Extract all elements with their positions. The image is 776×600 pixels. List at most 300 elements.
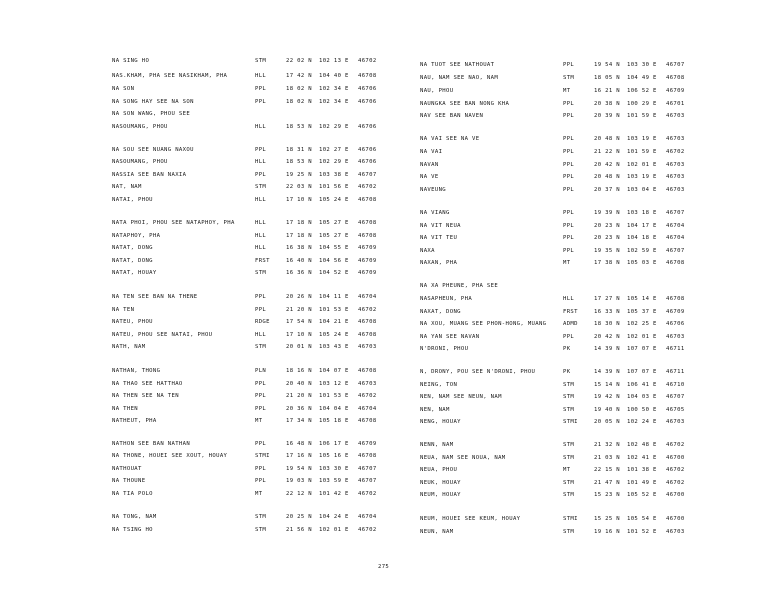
map-code: 46700	[666, 455, 685, 461]
latitude: 20 38 N	[594, 101, 621, 107]
latitude: 17 42 N	[286, 73, 313, 79]
feature-type: MT	[563, 260, 571, 266]
feature-type: PPL	[255, 99, 267, 105]
entry-name: NEUM, HOUAY	[420, 492, 461, 498]
map-code: 46702	[358, 184, 377, 190]
latitude: 17 18 N	[286, 220, 313, 226]
map-code: 46704	[666, 235, 685, 241]
feature-type: PK	[563, 369, 571, 375]
longitude: 106 41 E	[627, 382, 657, 388]
map-code: 46708	[358, 73, 377, 79]
longitude: 102 41 E	[627, 455, 657, 461]
entry-name: NEUK, HOUAY	[420, 480, 461, 486]
entry-name: NAV SEE BAN NAVEN	[420, 113, 484, 119]
latitude: 19 40 N	[594, 407, 621, 413]
latitude: 18 16 N	[286, 368, 313, 374]
gazetteer-entry	[112, 197, 412, 206]
feature-type: STMI	[563, 419, 578, 425]
longitude: 104 07 E	[319, 368, 349, 374]
latitude: 17 54 N	[286, 319, 313, 325]
feature-type: HLL	[255, 73, 267, 79]
gazetteer-entry	[112, 86, 412, 95]
map-code: 46706	[358, 86, 377, 92]
entry-name: NAXAT, DONG	[420, 309, 461, 315]
latitude: 19 54 N	[286, 466, 313, 472]
latitude: 19 42 N	[594, 394, 621, 400]
feature-type: STM	[563, 407, 575, 413]
latitude: 17 16 N	[286, 453, 313, 459]
longitude: 103 18 E	[627, 210, 657, 216]
gazetteer-entry	[112, 99, 412, 108]
feature-type: STM	[255, 527, 267, 533]
map-code: 46704	[358, 406, 377, 412]
map-code: 46711	[666, 346, 685, 352]
gazetteer-entry	[112, 514, 412, 523]
gazetteer-entry	[420, 407, 720, 416]
entry-name: NENG, HOUAY	[420, 419, 461, 425]
feature-type: STM	[255, 344, 267, 350]
entry-name: NA THAO SEE HATTHAO	[112, 381, 183, 387]
entry-name: NA XA PHEUNE, PHA SEE	[420, 283, 499, 289]
map-code: 46704	[358, 294, 377, 300]
gazetteer-entry	[112, 172, 412, 181]
latitude: 16 21 N	[594, 88, 621, 94]
longitude: 102 01 E	[627, 334, 657, 340]
entry-name: NA TUOT SEE NATHOUAT	[420, 62, 495, 68]
longitude: 103 30 E	[319, 466, 349, 472]
latitude: 20 40 N	[286, 381, 313, 387]
feature-type: PLN	[255, 368, 267, 374]
longitude: 102 29 E	[319, 124, 349, 130]
gazetteer-entry	[112, 491, 412, 500]
latitude: 16 40 N	[286, 258, 313, 264]
gazetteer-entry	[420, 382, 720, 391]
longitude: 102 01 E	[319, 527, 349, 533]
longitude: 101 52 E	[627, 529, 657, 535]
longitude: 107 07 E	[627, 346, 657, 352]
map-code: 46709	[666, 88, 685, 94]
entry-name: NAU, NAM SEE NAO, NAM	[420, 75, 499, 81]
latitude: 20 42 N	[594, 334, 621, 340]
map-code: 46708	[358, 220, 377, 226]
longitude: 102 01 E	[627, 162, 657, 168]
feature-type: MT	[563, 467, 571, 473]
longitude: 105 54 E	[627, 516, 657, 522]
gazetteer-entry	[420, 149, 720, 158]
gazetteer-entry	[112, 294, 412, 303]
gazetteer-entry	[420, 480, 720, 489]
map-code: 46703	[666, 162, 685, 168]
gazetteer-entry	[420, 296, 720, 305]
map-code: 46703	[666, 419, 685, 425]
feature-type: PPL	[255, 307, 267, 313]
gazetteer-entry	[112, 220, 412, 229]
entry-name: NAUNGKA SEE BAN NONG KHA	[420, 101, 510, 107]
latitude: 17 34 N	[286, 418, 313, 424]
latitude: 22 12 N	[286, 491, 313, 497]
entry-name: NA SONG HAY SEE NA SON	[112, 99, 194, 105]
gazetteer-entry	[112, 453, 412, 462]
entry-name: NA YAN SEE NAVAN	[420, 334, 480, 340]
map-code: 46711	[666, 369, 685, 375]
entry-name: NA TEN	[112, 307, 135, 313]
entry-name: NATAT, HOUAY	[112, 270, 157, 276]
longitude: 103 43 E	[319, 344, 349, 350]
map-code: 46702	[358, 491, 377, 497]
feature-type: STM	[563, 75, 575, 81]
entry-name: NATEU, PHOU SEE NATAI, PHOU	[112, 332, 213, 338]
longitude: 105 16 E	[319, 453, 349, 459]
gazetteer-entry	[112, 441, 412, 450]
feature-type: HLL	[255, 159, 267, 165]
latitude: 19 35 N	[594, 248, 621, 254]
gazetteer-entry	[112, 111, 412, 120]
gazetteer-entry	[420, 162, 720, 171]
map-code: 46701	[666, 101, 685, 107]
map-code: 46709	[666, 309, 685, 315]
entry-name: NA TSING HO	[112, 527, 153, 533]
latitude: 17 10 N	[286, 197, 313, 203]
feature-type: STM	[563, 492, 575, 498]
longitude: 105 24 E	[319, 197, 349, 203]
gazetteer-entry	[420, 516, 720, 525]
map-code: 46708	[358, 233, 377, 239]
entry-name: NA SOU SEE NUANG NAXOU	[112, 147, 194, 153]
feature-type: STM	[563, 480, 575, 486]
feature-type: PPL	[563, 223, 575, 229]
longitude: 104 52 E	[319, 270, 349, 276]
entry-name: NATHAN, THONG	[112, 368, 161, 374]
feature-type: PPL	[563, 149, 575, 155]
map-code: 46710	[666, 382, 685, 388]
latitude: 17 10 N	[286, 332, 313, 338]
entry-name: NATAI, PHOU	[112, 197, 153, 203]
feature-type: MT	[255, 418, 263, 424]
gazetteer-entry	[420, 309, 720, 318]
gazetteer-entry	[420, 62, 720, 71]
feature-type: PPL	[255, 86, 267, 92]
latitude: 20 26 N	[286, 294, 313, 300]
latitude: 18 02 N	[286, 99, 313, 105]
gazetteer-entry	[420, 136, 720, 145]
map-code: 46709	[358, 270, 377, 276]
gazetteer-entry	[112, 466, 412, 475]
entry-name: NASAPHEUN, PHA	[420, 296, 473, 302]
longitude: 105 52 E	[627, 492, 657, 498]
feature-type: FRST	[563, 309, 578, 315]
map-code: 46707	[358, 466, 377, 472]
entry-name: NA VIT NEUA	[420, 223, 461, 229]
longitude: 105 14 E	[627, 296, 657, 302]
longitude: 107 07 E	[627, 369, 657, 375]
longitude: 104 24 E	[319, 514, 349, 520]
gazetteer-entry	[112, 406, 412, 415]
latitude: 20 23 N	[594, 223, 621, 229]
gazetteer-entry	[420, 369, 720, 378]
map-code: 46702	[666, 480, 685, 486]
gazetteer-entry	[112, 478, 412, 487]
map-code: 46709	[358, 441, 377, 447]
gazetteer-entry	[420, 283, 720, 292]
feature-type: PPL	[255, 441, 267, 447]
longitude: 105 24 E	[319, 332, 349, 338]
latitude: 14 39 N	[594, 346, 621, 352]
longitude: 100 29 E	[627, 101, 657, 107]
latitude: 20 36 N	[286, 406, 313, 412]
map-code: 46707	[666, 210, 685, 216]
longitude: 102 48 E	[627, 442, 657, 448]
latitude: 21 22 N	[594, 149, 621, 155]
gazetteer-entry	[420, 88, 720, 97]
latitude: 19 16 N	[594, 529, 621, 535]
feature-type: HLL	[255, 220, 267, 226]
feature-type: HLL	[255, 233, 267, 239]
latitude: 21 20 N	[286, 393, 313, 399]
longitude: 101 53 E	[319, 393, 349, 399]
longitude: 104 49 E	[627, 75, 657, 81]
feature-type: ADMD	[563, 321, 578, 327]
map-code: 46704	[358, 514, 377, 520]
latitude: 14 39 N	[594, 369, 621, 375]
longitude: 101 42 E	[319, 491, 349, 497]
entry-name: NASSIA SEE BAN NAXIA	[112, 172, 187, 178]
entry-name: NA VAI SEE NA VE	[420, 136, 480, 142]
latitude: 18 30 N	[594, 321, 621, 327]
longitude: 102 24 E	[627, 419, 657, 425]
entry-name: NA VE	[420, 174, 439, 180]
feature-type: HLL	[255, 332, 267, 338]
longitude: 104 18 E	[627, 235, 657, 241]
gazetteer-entry	[420, 248, 720, 257]
latitude: 18 02 N	[286, 86, 313, 92]
feature-type: STM	[563, 442, 575, 448]
entry-name: NA THEN	[112, 406, 139, 412]
latitude: 17 27 N	[594, 296, 621, 302]
latitude: 15 23 N	[594, 492, 621, 498]
longitude: 104 03 E	[627, 394, 657, 400]
gazetteer-entry	[112, 233, 412, 242]
gazetteer-entry	[420, 235, 720, 244]
entry-name: NA VIANG	[420, 210, 450, 216]
longitude: 102 34 E	[319, 99, 349, 105]
feature-type: PPL	[563, 235, 575, 241]
entry-name: NATH, NAM	[112, 344, 146, 350]
gazetteer-entry	[112, 147, 412, 156]
gazetteer-entry	[112, 393, 412, 402]
feature-type: PPL	[563, 248, 575, 254]
feature-type: PPL	[563, 162, 575, 168]
feature-type: PPL	[255, 381, 267, 387]
feature-type: STM	[563, 455, 575, 461]
gazetteer-entry	[112, 332, 412, 341]
entry-name: NA TONG, NAM	[112, 514, 157, 520]
feature-type: HLL	[255, 197, 267, 203]
entry-name: NEN, NAM	[420, 407, 450, 413]
longitude: 104 40 E	[319, 73, 349, 79]
longitude: 101 56 E	[319, 184, 349, 190]
feature-type: PPL	[563, 174, 575, 180]
feature-type: STM	[563, 382, 575, 388]
entry-name: NA VAI	[420, 149, 443, 155]
latitude: 18 53 N	[286, 159, 313, 165]
entry-name: NASOUMANG, PHOU	[112, 159, 168, 165]
latitude: 18 53 N	[286, 124, 313, 130]
longitude: 102 13 E	[319, 58, 349, 64]
feature-type: HLL	[255, 124, 267, 130]
gazetteer-entry	[112, 258, 412, 267]
feature-type: PPL	[563, 334, 575, 340]
entry-name: NATAPHOY, PHA	[112, 233, 161, 239]
latitude: 19 54 N	[594, 62, 621, 68]
map-code: 46705	[666, 407, 685, 413]
entry-name: NA XOU, MUANG SEE PHON-HONG, MUANG	[420, 321, 547, 327]
map-code: 46706	[358, 147, 377, 153]
gazetteer-entry	[112, 184, 412, 193]
feature-type: STM	[563, 529, 575, 535]
latitude: 22 03 N	[286, 184, 313, 190]
feature-type: STM	[255, 58, 267, 64]
gazetteer-entry	[420, 321, 720, 330]
map-code: 46702	[358, 307, 377, 313]
map-code: 46703	[666, 529, 685, 535]
entry-name: NA SON WANG, PHOU SEE	[112, 111, 191, 117]
gazetteer-entry	[420, 223, 720, 232]
map-code: 46703	[358, 344, 377, 350]
map-code: 46703	[666, 187, 685, 193]
latitude: 20 25 N	[286, 514, 313, 520]
entry-name: NA TEN SEE BAN NA THENE	[112, 294, 198, 300]
latitude: 17 18 N	[286, 233, 313, 239]
gazetteer-entry	[112, 319, 412, 328]
latitude: 21 20 N	[286, 307, 313, 313]
entry-name: NAS.KHAM, PHA SEE NASIKHAM, PHA	[112, 73, 228, 79]
latitude: 15 25 N	[594, 516, 621, 522]
gazetteer-entry	[420, 529, 720, 538]
gazetteer-entry	[112, 159, 412, 168]
feature-type: MT	[255, 491, 263, 497]
latitude: 20 23 N	[594, 235, 621, 241]
map-code: 46703	[358, 381, 377, 387]
feature-type: PPL	[255, 294, 267, 300]
longitude: 101 38 E	[627, 467, 657, 473]
latitude: 21 32 N	[594, 442, 621, 448]
feature-type: STMI	[563, 516, 578, 522]
map-code: 46703	[666, 136, 685, 142]
gazetteer-entry	[420, 334, 720, 343]
feature-type: PPL	[563, 187, 575, 193]
longitude: 103 38 E	[319, 172, 349, 178]
entry-name: NATHEUT, PHA	[112, 418, 157, 424]
feature-type: HLL	[255, 245, 267, 251]
longitude: 101 59 E	[627, 113, 657, 119]
feature-type: PPL	[255, 466, 267, 472]
feature-type: PPL	[563, 136, 575, 142]
longitude: 102 29 E	[319, 159, 349, 165]
latitude: 20 39 N	[594, 113, 621, 119]
longitude: 101 59 E	[627, 149, 657, 155]
feature-type: FRST	[255, 258, 270, 264]
entry-name: NENN, NAM	[420, 442, 454, 448]
gazetteer-entry	[420, 260, 720, 269]
latitude: 21 56 N	[286, 527, 313, 533]
entry-name: NATHON SEE BAN NATHAN	[112, 441, 191, 447]
entry-name: N, DRONY, POU SEE N'DRONI, PHOU	[420, 369, 536, 375]
longitude: 104 11 E	[319, 294, 349, 300]
gazetteer-entry	[420, 75, 720, 84]
gazetteer-entry	[420, 455, 720, 464]
entry-name: N'DRONI, PHOU	[420, 346, 469, 352]
feature-type: PPL	[563, 101, 575, 107]
latitude: 16 36 N	[286, 270, 313, 276]
map-code: 46708	[666, 296, 685, 302]
entry-name: NASOUMANG, PHOU	[112, 124, 168, 130]
map-code: 46708	[358, 197, 377, 203]
map-code: 46704	[666, 223, 685, 229]
gazetteer-entry	[420, 442, 720, 451]
longitude: 106 17 E	[319, 441, 349, 447]
entry-name: NATA PHOI, PHOU SEE NATAPHOY, PHA	[112, 220, 235, 226]
longitude: 102 27 E	[319, 147, 349, 153]
latitude: 20 37 N	[594, 187, 621, 193]
map-code: 46706	[358, 124, 377, 130]
entry-name: NA VIT TEU	[420, 235, 458, 241]
gazetteer-entry	[112, 270, 412, 279]
map-code: 46708	[358, 418, 377, 424]
latitude: 15 14 N	[594, 382, 621, 388]
map-code: 46708	[358, 332, 377, 338]
longitude: 104 55 E	[319, 245, 349, 251]
feature-type: PPL	[563, 62, 575, 68]
map-code: 46702	[358, 58, 377, 64]
entry-name: NAU, PHOU	[420, 88, 454, 94]
feature-type: PK	[563, 346, 571, 352]
gazetteer-entry	[420, 187, 720, 196]
entry-name: NATAT, DONG	[112, 258, 153, 264]
map-code: 46700	[666, 492, 685, 498]
gazetteer-entry	[420, 113, 720, 122]
longitude: 103 59 E	[319, 478, 349, 484]
map-code: 46706	[358, 159, 377, 165]
entry-name: NA THEN SEE NA TEN	[112, 393, 179, 399]
latitude: 18 31 N	[286, 147, 313, 153]
entry-name: NA SON	[112, 86, 135, 92]
longitude: 105 27 E	[319, 233, 349, 239]
gazetteer-entry	[420, 101, 720, 110]
latitude: 21 03 N	[594, 455, 621, 461]
longitude: 106 52 E	[627, 88, 657, 94]
map-code: 46702	[666, 467, 685, 473]
map-code: 46708	[358, 368, 377, 374]
latitude: 18 05 N	[594, 75, 621, 81]
entry-name: NA THONE, HOUEI SEE XOUT, HOUAY	[112, 453, 228, 459]
entry-name: NAXA	[420, 248, 435, 254]
entry-name: NATAT, DONG	[112, 245, 153, 251]
gazetteer-entry	[112, 73, 412, 82]
gazetteer-entry	[420, 492, 720, 501]
latitude: 20 05 N	[594, 419, 621, 425]
entry-name: NAT, NAM	[112, 184, 142, 190]
longitude: 105 37 E	[627, 309, 657, 315]
entry-name: NEUA, PHOU	[420, 467, 458, 473]
latitude: 20 01 N	[286, 344, 313, 350]
gazetteer-entry	[112, 307, 412, 316]
gazetteer-entry	[420, 467, 720, 476]
longitude: 104 21 E	[319, 319, 349, 325]
longitude: 103 04 E	[627, 187, 657, 193]
longitude: 103 30 E	[627, 62, 657, 68]
latitude: 21 47 N	[594, 480, 621, 486]
map-code: 46706	[358, 99, 377, 105]
